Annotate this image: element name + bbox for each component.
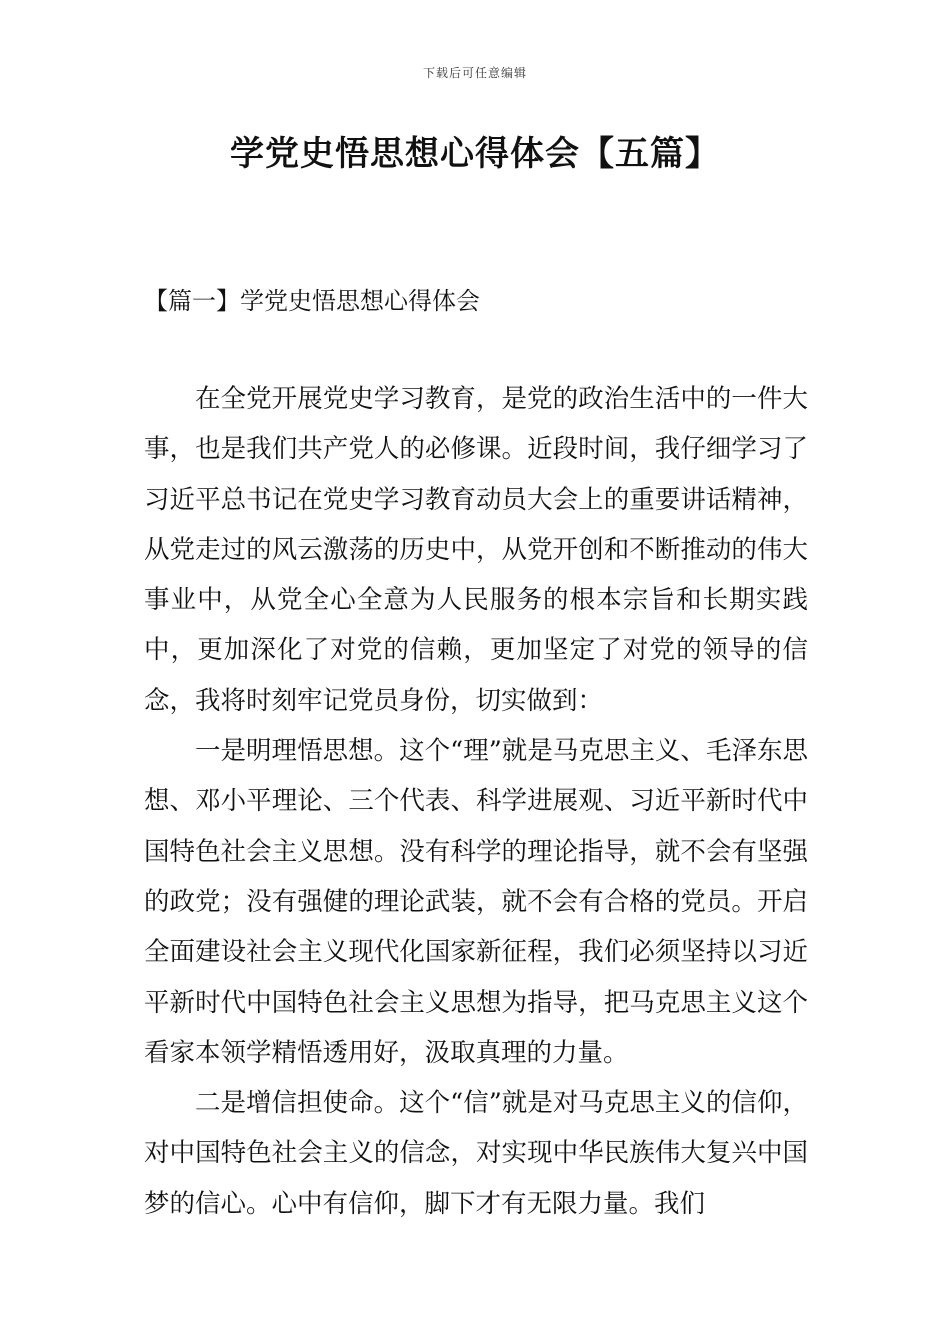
paragraph-2: 一是明理悟思想。这个“理”就是马克思主义、毛泽东思想、邓小平理论、三个代表、科学进展观、习近平新时代中国特色社会主义思想。没有科学的理论指导，就不会有坚强的政党；没有强健的理论武装，就不会有合格的党员。开启全面建设社会主义现代化国家新征程，我们必须坚持以习近平新时代中国特色社会主义思想为指导，把马克思主义这个看家本领学精悟透用好，汲取真理的力量。 bbox=[144, 736, 808, 1068]
paragraph-3: 二是增信担使命。这个“信”就是对马克思主义的信仰，对中国特色社会主义的信念，对实现中华民族伟大复兴中国梦的信心。心中有信仰，脚下才有无限力量。我们 bbox=[144, 1088, 808, 1219]
section-body bbox=[144, 374, 808, 1229]
header-note: 下载后可任意编辑 bbox=[422, 66, 527, 80]
paragraph-1: 在全党开展党史学习教育，是党的政治生活中的一件大事，也是我们共产党人的必修课。近段时间，我仔细学习了习近平总书记在党史学习教育动员大会上的重要讲话精神，从党走过的风云激荡的历史中，从党开创和不断推动的伟大事业中，从党全心全意为人民服务的根本宗旨和长期实践中，更加深化了对党的信赖，更加坚定了对党的领导的信念，我将时刻牢记党员身份，切实做到： bbox=[144, 384, 808, 716]
section-heading: 【篇一】学党史悟思想心得体会 bbox=[144, 287, 480, 315]
document-title: 学党史悟思想心得体会【五篇】 bbox=[230, 134, 720, 174]
